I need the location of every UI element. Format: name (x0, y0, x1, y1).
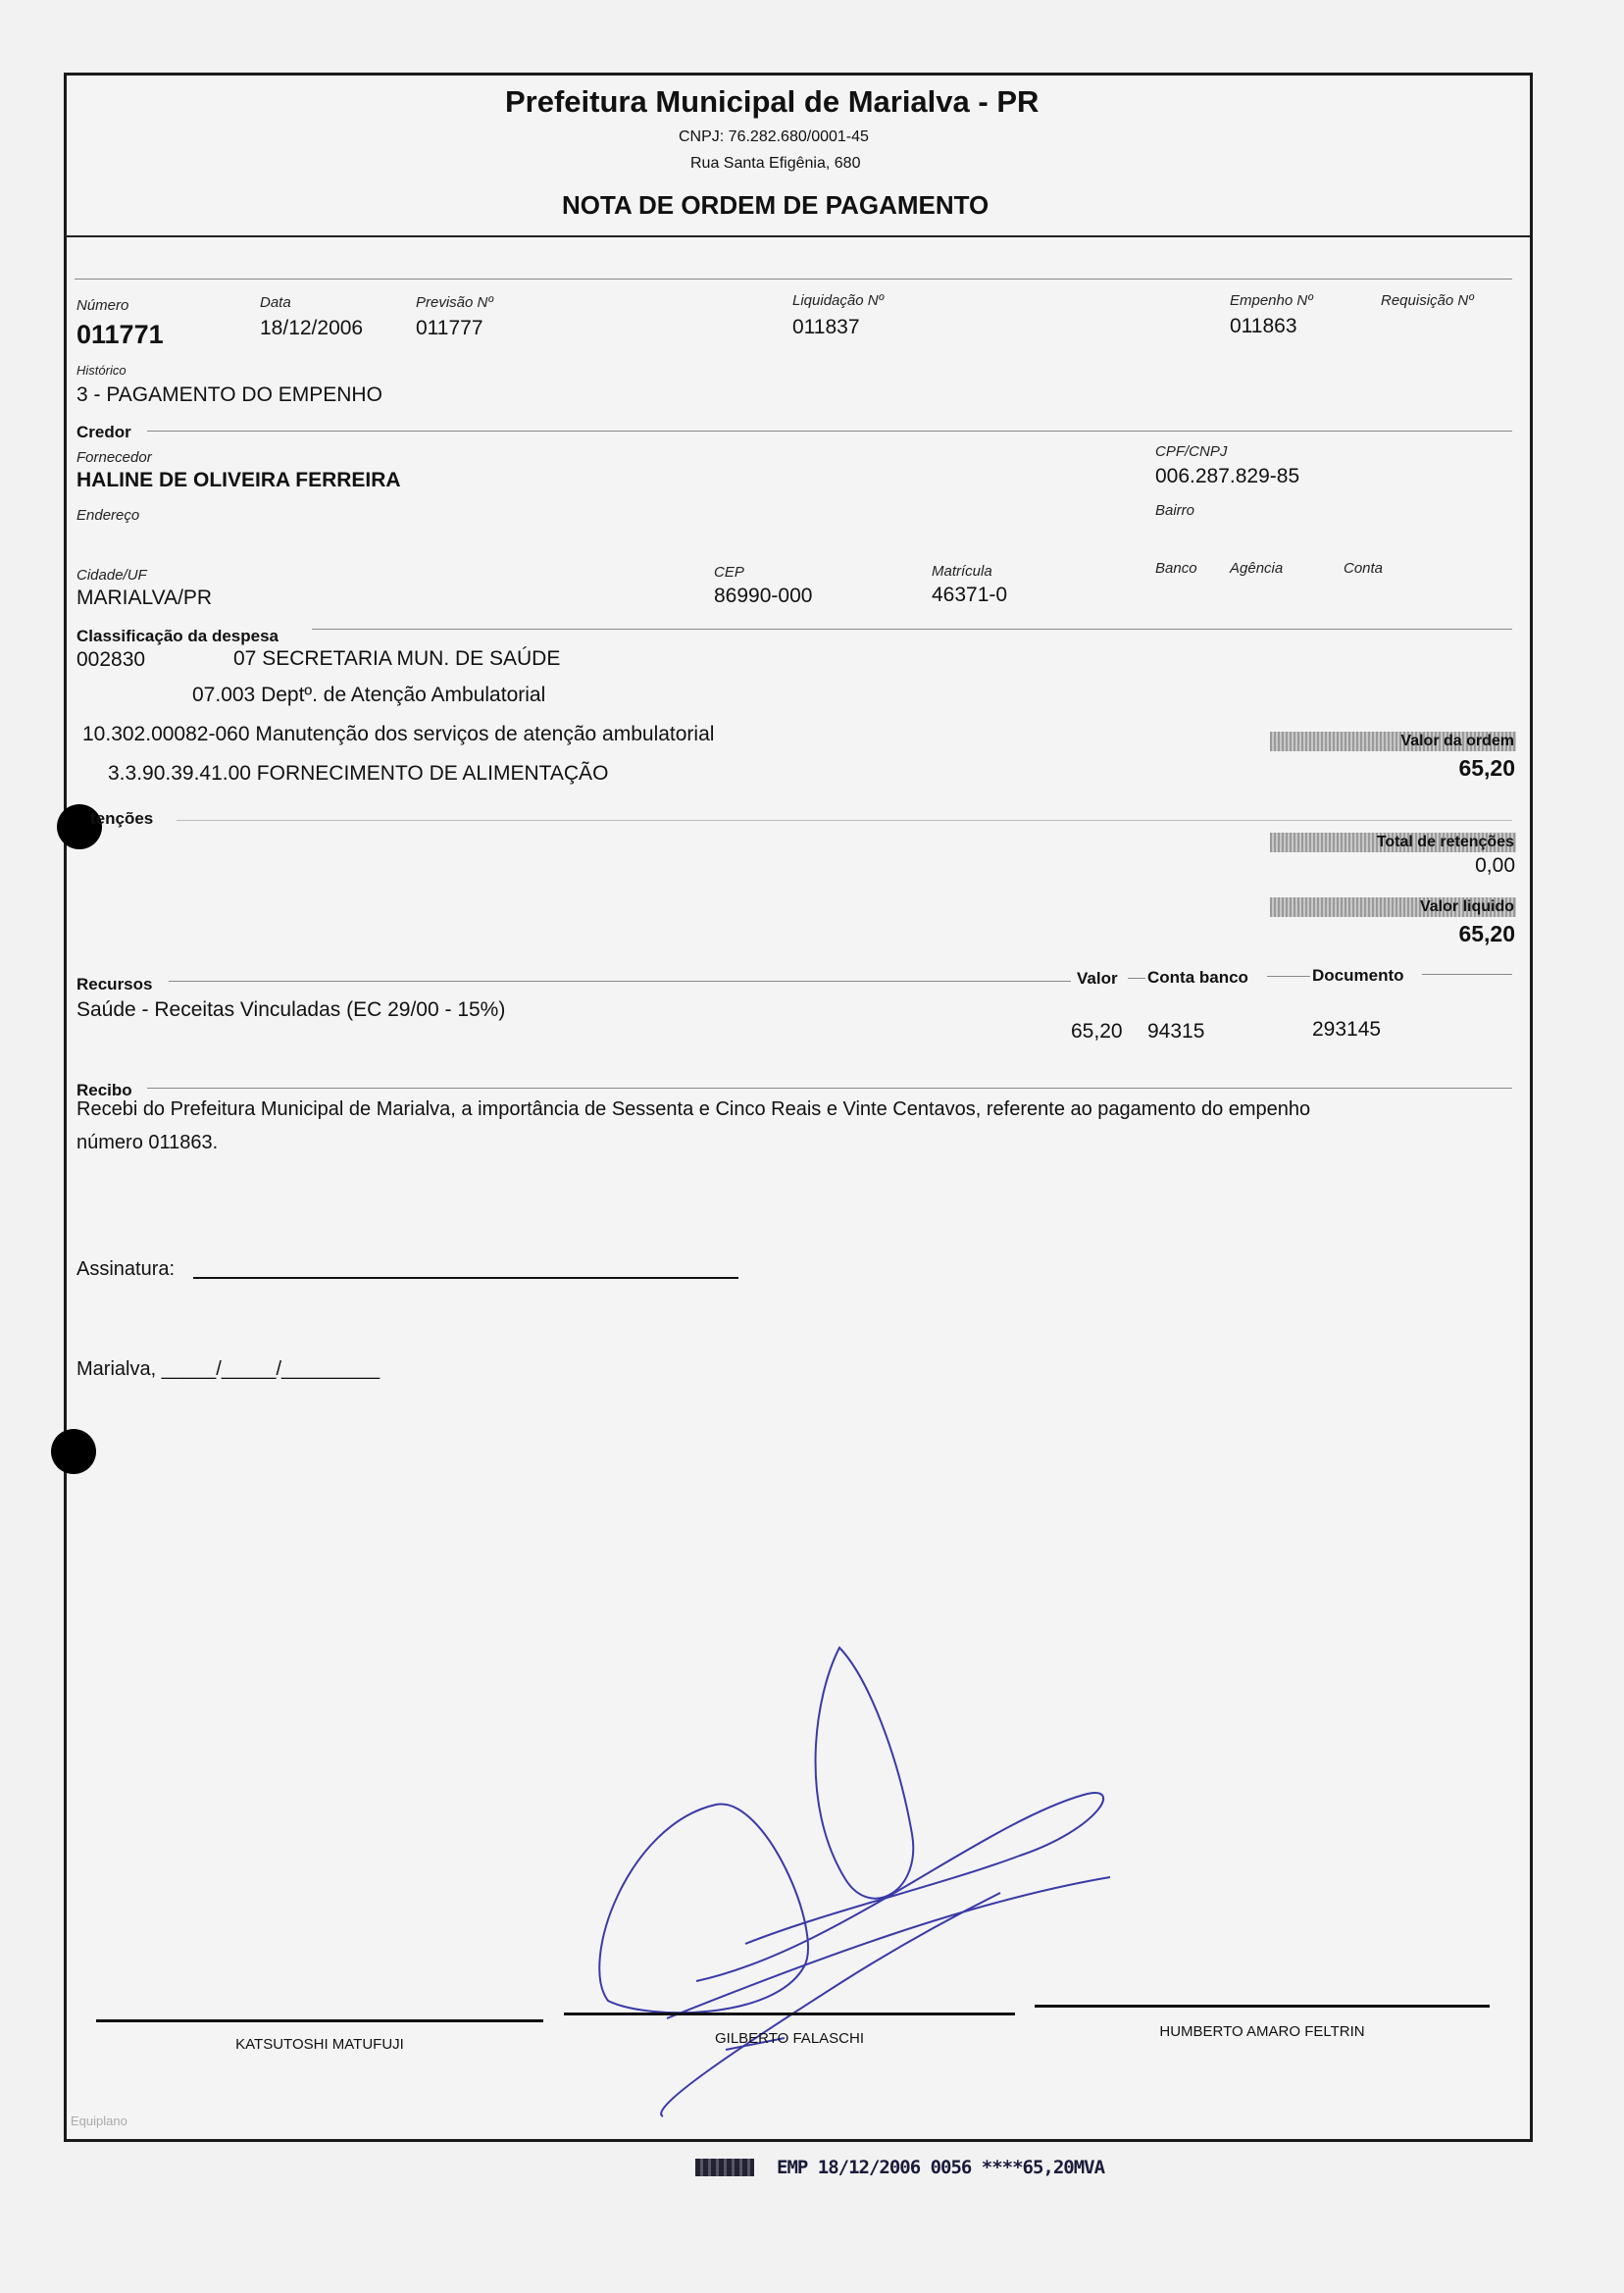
valor-liquido-value: 65,20 (1458, 921, 1515, 946)
conta-label: Conta (1344, 560, 1384, 577)
fornecedor-label: Fornecedor (76, 449, 152, 466)
address-text: Rua Santa Efigênia, 680 (690, 155, 861, 172)
recursos-section-title: Recursos (76, 975, 153, 994)
signature-name-1: KATSUTOSHI MATUFUJI (235, 2036, 404, 2053)
credor-section-title: Credor (76, 423, 131, 441)
cep-value: 86990-000 (714, 585, 813, 607)
signature-name-2: GILBERTO FALASCHI (715, 2030, 864, 2047)
recursos-rule-3 (1267, 976, 1310, 977)
fornecedor-value: HALINE DE OLIVEIRA FERREIRA (76, 469, 401, 491)
retencoes-section-title: tenções (90, 809, 154, 828)
elemento-text: 3.3.90.39.41.00 FORNECIMENTO DE ALIMENTAÇÃO (108, 762, 609, 785)
secretaria-text: 07 SECRETARIA MUN. DE SAÚDE (233, 647, 561, 670)
bank-logo-icon (695, 2159, 754, 2176)
assinatura-line (193, 1277, 738, 1279)
recursos-conta-label: Conta banco (1147, 968, 1248, 987)
cnpj-text: CNPJ: 76.282.680/0001-45 (679, 128, 869, 145)
liquidacao-label: Liquidação Nº (792, 292, 885, 309)
retencoes-rule (177, 820, 1512, 821)
classificacao-code: 002830 (76, 648, 146, 671)
recibo-rule (147, 1088, 1512, 1089)
equiplano-watermark: Equiplano (71, 2114, 127, 2128)
recursos-descricao: Saúde - Receitas Vinculadas (EC 29/00 - 15%) (76, 998, 506, 1021)
departamento-text: 07.003 Deptº. de Atenção Ambulatorial (192, 684, 546, 706)
previsao-value: 011777 (416, 317, 483, 339)
assinatura-label: Assinatura: (76, 1258, 176, 1280)
marialva-date-line: Marialva, _____/_____/_________ (76, 1358, 381, 1380)
recursos-rule-2 (1128, 978, 1145, 979)
total-retencoes-label: Total de retenções (1270, 833, 1516, 852)
classificacao-section-title: Classificação da despesa (76, 627, 279, 645)
credor-rule (147, 431, 1512, 432)
bank-stamp-text: EMP 18/12/2006 0056 ****65,20MVA (777, 2157, 1105, 2178)
punch-hole-bottom (51, 1429, 96, 1474)
previsao-label: Previsão Nº (416, 294, 493, 311)
recursos-documento-label: Documento (1312, 966, 1404, 985)
empenho-label: Empenho Nº (1230, 292, 1313, 309)
matricula-label: Matrícula (932, 563, 992, 580)
header-divider (65, 235, 1530, 237)
classificacao-rule (312, 629, 1512, 630)
banco-label: Banco (1155, 560, 1197, 577)
endereco-label: Endereço (76, 507, 140, 524)
numero-label: Número (76, 297, 129, 314)
valor-ordem-label: Valor da ordem (1270, 732, 1516, 751)
recibo-line-2: número 011863. (76, 1132, 219, 1153)
signature-line-2 (564, 2013, 1015, 2015)
historico-value: 3 - PAGAMENTO DO EMPENHO (76, 383, 382, 406)
recursos-valor-label: Valor (1077, 969, 1118, 988)
valor-liquido-label: Valor liquido (1270, 897, 1516, 917)
cpf-value: 006.287.829-85 (1155, 465, 1300, 487)
handwritten-signature (588, 1638, 1138, 2128)
requisicao-label: Requisição Nº (1381, 292, 1474, 309)
cidade-value: MARIALVA/PR (76, 586, 213, 609)
cidade-label: Cidade/UF (76, 567, 147, 584)
recursos-valor: 65,20 (1071, 1020, 1123, 1043)
matricula-value: 46371-0 (932, 584, 1008, 606)
agencia-label: Agência (1230, 560, 1284, 577)
data-label: Data (260, 294, 291, 311)
recursos-rule (169, 981, 1071, 982)
recibo-section-title: Recibo (76, 1081, 132, 1099)
document-title: NOTA DE ORDEM DE PAGAMENTO (562, 190, 990, 220)
bairro-label: Bairro (1155, 502, 1195, 519)
top-rule (75, 279, 1512, 280)
empenho-value: 011863 (1230, 315, 1297, 337)
numero-value: 011771 (76, 320, 164, 349)
signature-line-3 (1035, 2005, 1490, 2008)
valor-ordem-value: 65,20 (1458, 755, 1515, 781)
historico-label: Histórico (76, 363, 127, 378)
liquidacao-value: 011837 (792, 316, 860, 338)
recursos-conta: 94315 (1147, 1020, 1205, 1043)
signature-line-1 (96, 2019, 543, 2022)
cpf-label: CPF/CNPJ (1155, 443, 1228, 460)
cep-label: CEP (714, 564, 744, 581)
signature-name-3: HUMBERTO AMARO FELTRIN (1159, 2023, 1365, 2040)
data-value: 18/12/2006 (260, 317, 364, 339)
page-title: Prefeitura Municipal de Marialva - PR (505, 84, 1040, 119)
recursos-rule-4 (1422, 974, 1512, 975)
recibo-line-1: Recebi do Prefeitura Municipal de Marialva, a importância de Sessenta e Cinco Reais e Vinte Centavos, referente ao pagamento do empenho (76, 1098, 1311, 1120)
programa-text: 10.302.00082-060 Manutenção dos serviços de atenção ambulatorial (82, 723, 715, 745)
total-retencoes-value: 0,00 (1475, 854, 1515, 877)
recursos-documento: 293145 (1312, 1018, 1382, 1041)
